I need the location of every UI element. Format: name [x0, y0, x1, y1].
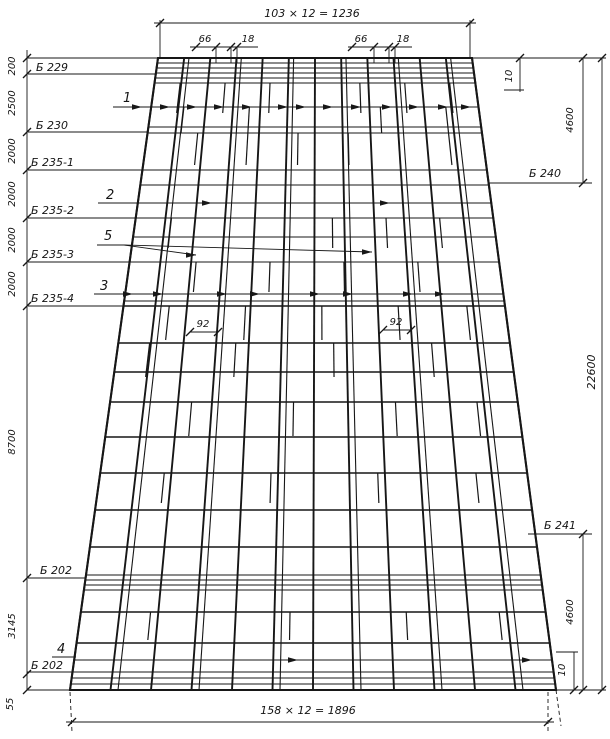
vertical-bar	[151, 58, 210, 690]
arrowhead	[132, 104, 142, 109]
vertical-bar	[313, 58, 315, 690]
lap-dash	[166, 306, 170, 340]
dimension-line	[70, 692, 72, 732]
dim-10-top-right: 10	[504, 69, 515, 83]
arrowhead	[351, 104, 361, 109]
arrowhead	[461, 104, 471, 109]
lap-dash	[467, 306, 471, 340]
lap-dash	[195, 133, 198, 165]
arrowhead	[153, 291, 163, 296]
vertical-bar	[341, 58, 353, 690]
vertical-bar	[446, 58, 516, 690]
lap-dash	[223, 83, 225, 113]
arrowhead	[202, 200, 212, 205]
arrowhead	[187, 104, 197, 109]
lap-dash	[348, 133, 349, 165]
arrowhead	[382, 104, 392, 109]
vertical-bar	[111, 58, 185, 690]
label-beam-b240: Б 240	[529, 167, 562, 180]
lap-dash	[148, 612, 151, 640]
dim-2000-3: 2000	[7, 227, 18, 253]
arrowhead	[123, 291, 133, 296]
label-beam-b235-3: Б 235-3	[31, 248, 75, 261]
dim-2000-2: 2000	[7, 181, 18, 207]
lap-dash	[440, 218, 443, 248]
lap-dash	[405, 83, 407, 113]
lap-dash	[246, 133, 248, 165]
grid-vertical-bars	[70, 58, 556, 690]
callout-1: 1	[123, 91, 132, 106]
lap-dash	[395, 402, 397, 436]
vertical-bar-pair	[398, 58, 442, 690]
arrowhead	[522, 657, 532, 662]
dim-66-right: 66	[354, 34, 368, 45]
arrowhead	[288, 657, 298, 662]
direction-arrows	[123, 104, 532, 662]
dim-2000-4: 2000	[7, 271, 18, 297]
vertical-bar-pair	[118, 58, 189, 690]
vertical-bar	[367, 58, 394, 690]
dim-8700: 8700	[7, 429, 18, 455]
dim-18-right: 18	[396, 34, 410, 45]
vertical-bar	[70, 58, 158, 690]
arrowhead	[278, 104, 288, 109]
lap-dash	[293, 402, 294, 436]
lap-dash	[446, 107, 449, 133]
lap-dash	[449, 133, 452, 165]
lap-dash	[270, 473, 271, 503]
text-labels	[5, 7, 598, 717]
dim-55: 55	[5, 697, 16, 711]
dim-2500: 2500	[7, 90, 18, 116]
lap-dash	[269, 262, 270, 292]
lap-dash	[477, 402, 481, 436]
callout-4: 4	[57, 642, 66, 657]
lap-dash	[168, 218, 171, 248]
dim-right-total: 22600	[585, 354, 598, 390]
lap-dash	[386, 218, 388, 248]
arrowhead	[160, 104, 170, 109]
arrowhead	[323, 104, 333, 109]
dim-18-left: 18	[241, 34, 255, 45]
lap-dash	[181, 107, 184, 133]
lap-dash	[244, 306, 246, 340]
dim-92-right: 92	[389, 317, 403, 328]
dim-10-bottom-right: 10	[557, 663, 568, 677]
arrowhead	[250, 291, 260, 296]
lap-dash	[378, 473, 379, 503]
dim-92-left: 92	[196, 319, 210, 330]
label-beam-b202-lower: Б 202	[31, 659, 64, 672]
vertical-bar-pair	[196, 58, 241, 690]
dim-top-total: 103 × 12 = 1236	[264, 7, 360, 20]
lap-dash	[499, 612, 502, 640]
lap-dash	[161, 473, 164, 503]
dim-66-left: 66	[198, 34, 212, 45]
label-beam-b241: Б 241	[544, 519, 577, 532]
dim-200: 200	[7, 56, 18, 76]
arrowhead	[296, 104, 306, 109]
lap-dash	[418, 262, 420, 292]
dim-2000-1: 2000	[7, 138, 18, 164]
lap-dash	[193, 262, 196, 292]
vertical-bar	[192, 58, 237, 690]
arrowhead	[242, 104, 252, 109]
callout-2: 2	[106, 188, 115, 203]
label-beam-b235-1: Б 235-1	[31, 156, 75, 169]
lap-dash	[189, 402, 192, 436]
arrowhead	[409, 104, 419, 109]
arrowhead	[380, 200, 390, 205]
rebar-lap-dashes	[146, 83, 502, 640]
lap-dash	[298, 133, 299, 165]
vertical-bar	[472, 58, 556, 690]
lap-dash	[344, 262, 345, 292]
lap-dash	[476, 473, 479, 503]
lap-dash	[380, 107, 381, 133]
lap-dash	[406, 612, 407, 640]
dim-4600-top-right: 4600	[565, 107, 576, 133]
label-beam-b229: Б 229	[36, 61, 69, 74]
dim-4600-bottom-right: 4600	[565, 599, 576, 625]
lap-dash	[360, 83, 361, 113]
dim-3145: 3145	[7, 613, 18, 639]
label-beam-b202-upper: Б 202	[40, 564, 73, 577]
label-beam-b235-4: Б 235-4	[31, 292, 75, 305]
dim-bottom-total: 158 × 12 = 1896	[260, 704, 356, 717]
lap-dash	[248, 107, 249, 133]
callout-5: 5	[104, 229, 113, 244]
lap-dash	[269, 83, 270, 113]
arrowhead	[362, 249, 372, 254]
label-beam-b230: Б 230	[36, 119, 69, 132]
callout-3: 3	[100, 279, 109, 294]
dimension-line	[556, 690, 561, 726]
vertical-bar-pair	[451, 58, 523, 690]
label-beam-b235-2: Б 235-2	[31, 204, 75, 217]
